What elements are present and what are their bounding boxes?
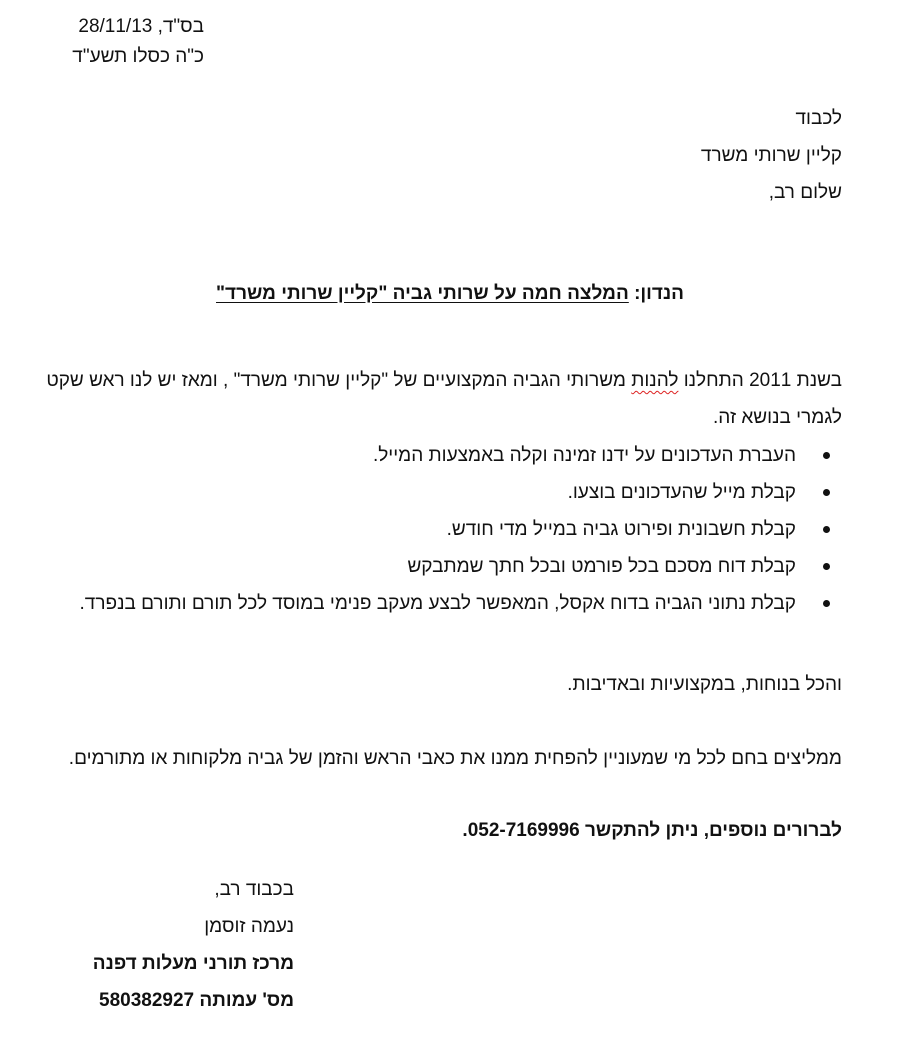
date-block [34, 12, 204, 72]
recipient-name: קליין שרותי משרד [700, 145, 842, 166]
to-label: לכבוד [795, 108, 842, 129]
date-hebrew: כ"ה כסלו תשע"ד [72, 46, 204, 67]
intro-part1: בשנת 2011 התחלנו [678, 370, 842, 391]
intro-paragraph [32, 362, 842, 436]
intro-flagged-word: להנות [631, 370, 679, 391]
greeting: שלום רב, [768, 182, 842, 203]
subject-prefix: הנדון: [634, 283, 684, 304]
list-item: קבלת מייל שהעדכונים בוצעו. [26, 474, 796, 511]
list-item: העברת העדכונים על ידנו זמינה וקלה באמצעות המייל. [26, 437, 796, 474]
bullet-icon [823, 563, 830, 570]
features-list [26, 437, 842, 622]
date-gregorian: בס"ד, 28/11/13 [78, 16, 204, 37]
closing-line: והכל בנוחות, במקצועיות ובאדיבות. [567, 674, 842, 695]
list-item: קבלת דוח מסכם בכל פורמט ובכל חתך שמתבקש [26, 548, 796, 585]
bullet-icon [823, 489, 830, 496]
contact-line: לברורים נוספים, ניתן להתקשר 052-7169996. [462, 820, 842, 841]
list-item: קבלת חשבונית ופירוט גביה במייל מדי חודש. [26, 511, 796, 548]
signature-name: נעמה זוסמן [204, 916, 294, 937]
subject-line [0, 283, 900, 305]
subject-text: המלצה חמה על שרותי גביה "קליין שרותי משרד" [216, 283, 629, 304]
bullet-icon [823, 600, 830, 607]
signature-organization: מרכז תורני מעלות דפנה [92, 953, 294, 974]
signature-regards: בכבוד רב, [214, 879, 294, 900]
list-item: קבלת נתוני הגביה בדוח אקסל, המאפשר לבצע מעקב פנימי במוסד לכל תורם ותורם בנפרד. [26, 585, 796, 622]
bullet-icon [823, 452, 830, 459]
intro-part2: משרותי הגביה המקצועיים של "קליין שרותי משרד" , ומאז יש לנו ראש שקט לגמרי בנושא זה. [46, 370, 842, 428]
bullet-icon [823, 526, 830, 533]
signature-registration: מס' עמותה 580382927 [99, 990, 294, 1011]
recommendation: ממליצים בחם לכל מי שמעוניין להפחית ממנו את כאבי הראש והזמן של גביה מלקוחות או מתורמים. [68, 748, 842, 769]
